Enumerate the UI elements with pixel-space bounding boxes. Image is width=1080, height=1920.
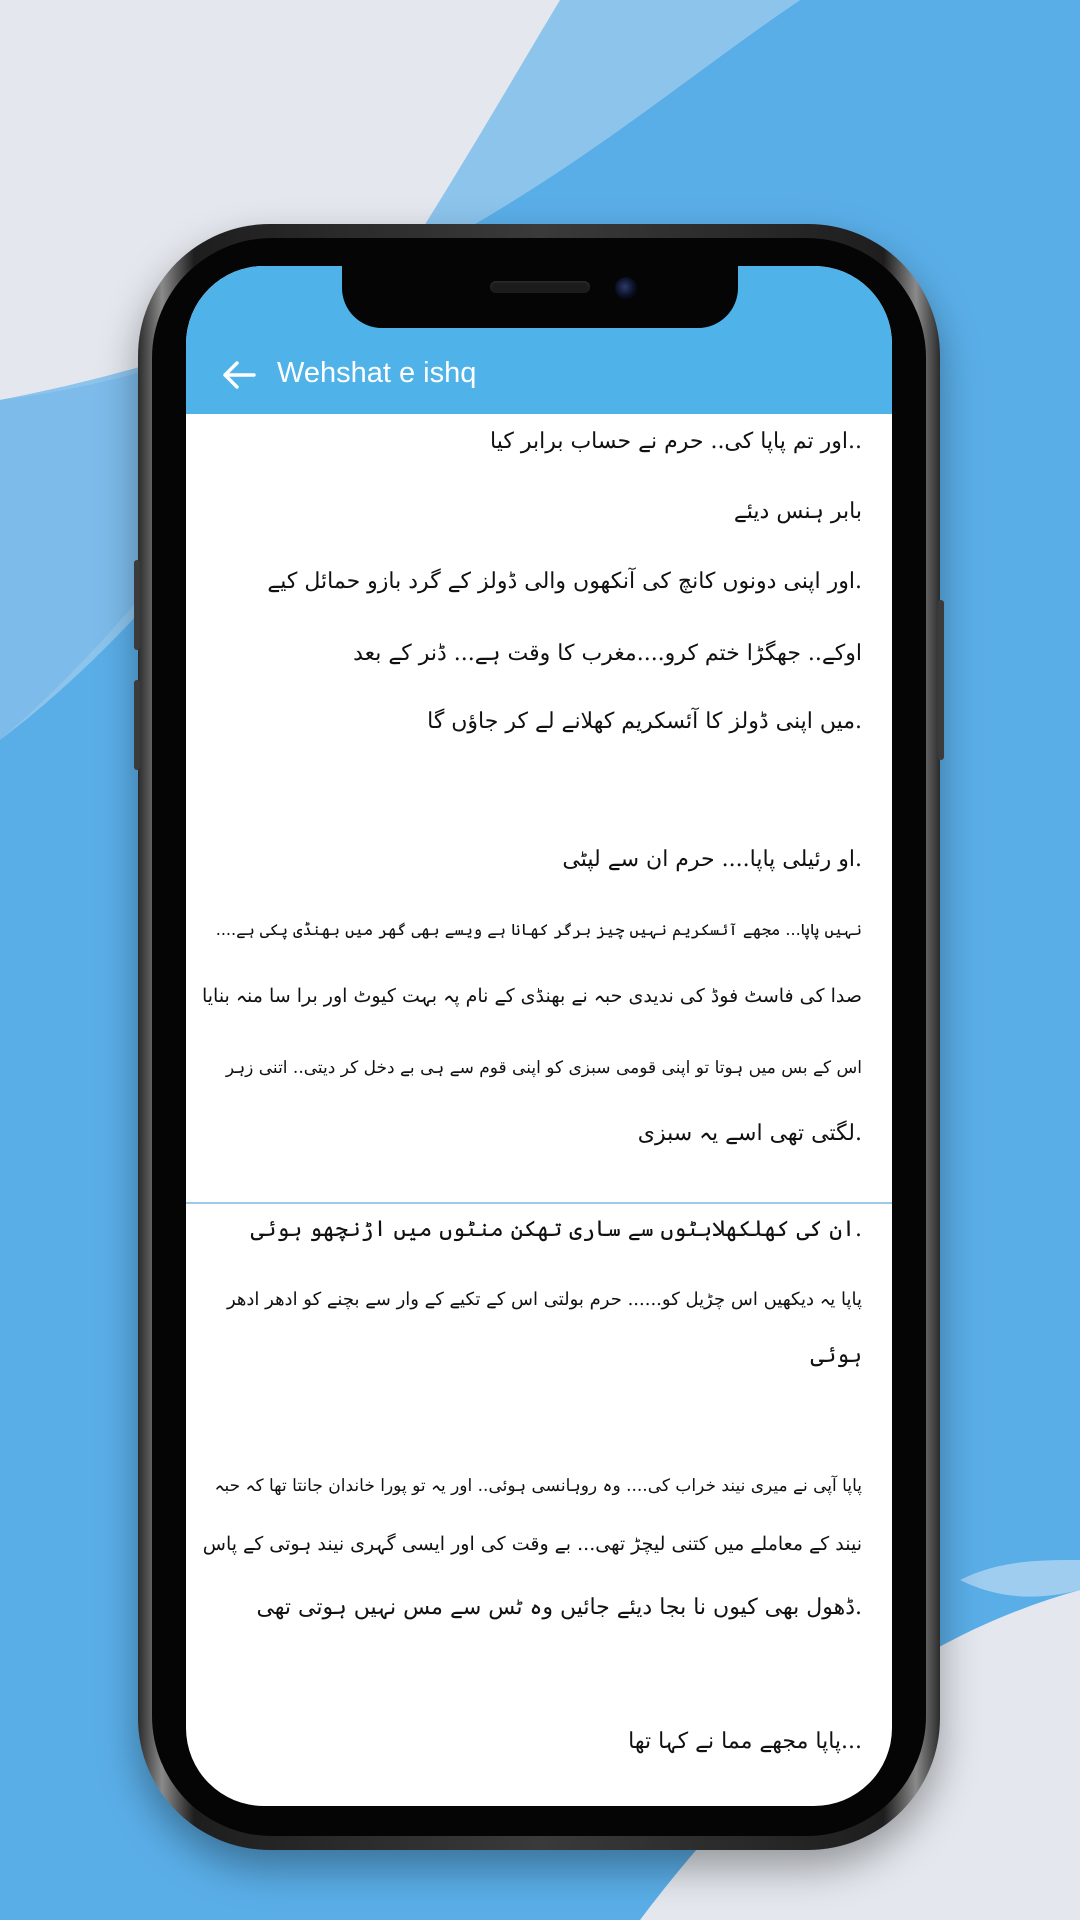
section-divider xyxy=(186,1202,892,1204)
story-line: .میں اپنی ڈولز کا آئسکریم کھلانے لے کر جاؤں گا xyxy=(427,709,862,734)
side-button-left-2 xyxy=(134,680,140,770)
story-line: ..اور تم پاپا کی.. حرم نے حساب برابر کیا xyxy=(490,429,862,454)
story-line: نہیں پاپا... مجھے آئسکریم نہیں چیز برگر کھانا ہے ویسے بھی گھر میں بھنڈی پکی ہے.... xyxy=(215,920,862,939)
speaker-grille xyxy=(490,281,590,293)
side-button-left xyxy=(134,560,140,650)
story-line: .ڈھول بھی کیوں نا بجا دیئے جائیں وہ ٹس سے مس نہیں ہوتی تھی xyxy=(256,1595,862,1620)
story-line: پاپا یہ دیکھیں اس چڑیل کو...... حرم بولتی اس کے تکیے کے وار سے بچنے کو ادھر ادھر xyxy=(226,1289,862,1310)
story-line: صدا کی فاسٹ فوڈ کی ندیدی حبہ نے بھنڈی کے نام پہ بہت کیوٹ اور برا سا منہ بنایا xyxy=(201,985,862,1007)
story-line: .اور اپنی دونوں کانچ کی آنکھوں والی ڈولز کے گرد بازو حمائل کیے xyxy=(267,569,862,594)
story-line: .ان کی کھلکھلاہٹوں سے ساری تھکن منٹوں میں اڑنچھو ہوئی xyxy=(250,1217,862,1242)
story-content[interactable] xyxy=(186,414,892,1806)
phone-screen xyxy=(186,266,892,1806)
phone-notch xyxy=(342,266,738,328)
story-line: اوکے.. جھگڑا ختم کرو....مغرب کا وقت ہے... ڈنر کے بعد xyxy=(353,641,862,666)
story-line: نیند کے معاملے میں کتنی لیچڑ تھی... بے وقت کی اور ایسی گہری نیند ہوتی کے پاس xyxy=(202,1533,862,1555)
front-camera xyxy=(615,277,637,299)
side-button-right xyxy=(938,600,944,760)
story-line: اس کے بس میں ہوتا تو اپنی قومی سبزی کو اپنی قوم سے ہی بے دخل کر دیتی.. اتنی زہر xyxy=(225,1058,862,1078)
arrow-left-icon[interactable] xyxy=(222,360,256,390)
story-line: .لگتی تھی اسے یہ سبزی xyxy=(637,1121,862,1146)
story-line: ہوئی xyxy=(810,1343,862,1368)
story-line: .او رئیلی پاپا.... حرم ان سے لپٹی xyxy=(562,847,862,872)
story-line: بابر ہنس دیئے xyxy=(733,499,862,524)
story-line: ...پاپا مجھے مما نے کہا تھا xyxy=(628,1729,862,1754)
page-title: Wehshat e ishq xyxy=(277,357,477,389)
story-line: پاپا آپی نے میری نیند خراب کی.... وہ روہانسی ہوئی.. اور یہ تو پورا خاندان جانتا تھا کہ حبہ xyxy=(214,1476,862,1496)
